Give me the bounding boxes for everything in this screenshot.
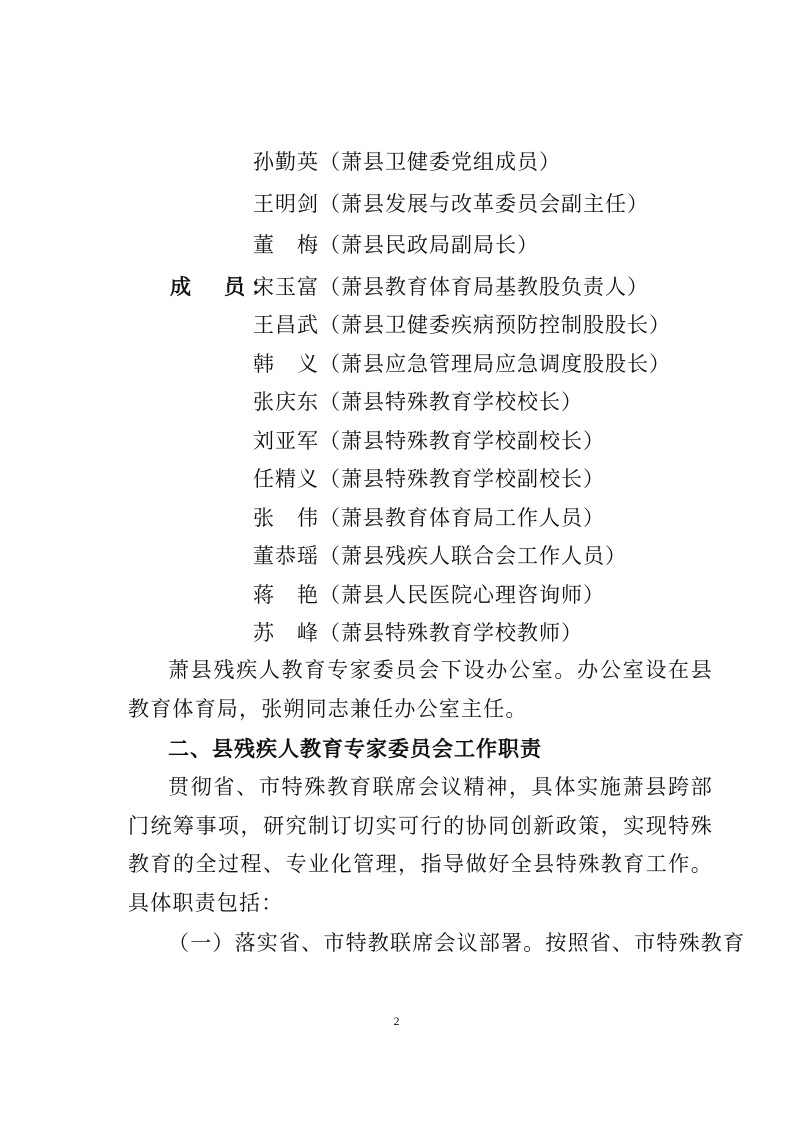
duties-paragraph: 贯彻省、市特殊教育联席会议精神，具体实施萧县跨部门统筹事项，研究制订切实可行的协同创新政策，实现特殊教育的全过程、专业化管理，指导做好全县特殊教育工作。具体职责包括： — [128, 775, 713, 915]
item-one-line: （一）落实省、市特教联席会议部署。按照省、市特殊教育 — [168, 931, 746, 955]
page-number: 2 — [393, 1014, 400, 1028]
leader-line-2: 王明剑（萧县发展与改革委员会副主任） — [253, 192, 649, 216]
member-line-4: 张庆东（萧县特殊教育学校校长） — [253, 390, 583, 414]
leader-line-1: 孙勤英（萧县卫健委党组成员） — [253, 150, 561, 174]
office-paragraph: 萧县残疾人教育专家委员会下设办公室。办公室设在县教育体育局，张朔同志兼任办公室主任。 — [128, 658, 713, 721]
member-line-1: 宋玉富（萧县教育体育局基教股负责人） — [253, 275, 649, 299]
member-line-7: 张 伟（萧县教育体育局工作人员） — [253, 506, 605, 530]
member-line-5: 刘亚军（萧县特殊教育学校副校长） — [253, 429, 605, 453]
members-label: 成 员： — [170, 274, 278, 299]
member-line-8: 董恭瑶（萧县残疾人联合会工作人员） — [253, 544, 627, 568]
member-line-3: 韩 义（萧县应急管理局应急调度股股长） — [253, 352, 671, 376]
member-line-6: 任精义（萧县特殊教育学校副校长） — [253, 467, 605, 491]
member-line-9: 蒋 艳（萧县人民医院心理咨询师） — [253, 583, 605, 607]
leader-line-3: 董 梅（萧县民政局副局长） — [253, 233, 539, 257]
section-two-heading: 二、县残疾人教育专家委员会工作职责 — [168, 736, 542, 761]
member-line-2: 王昌武（萧县卫健委疾病预防控制股股长） — [253, 313, 671, 337]
member-line-10: 苏 峰（萧县特殊教育学校教师） — [253, 621, 583, 645]
